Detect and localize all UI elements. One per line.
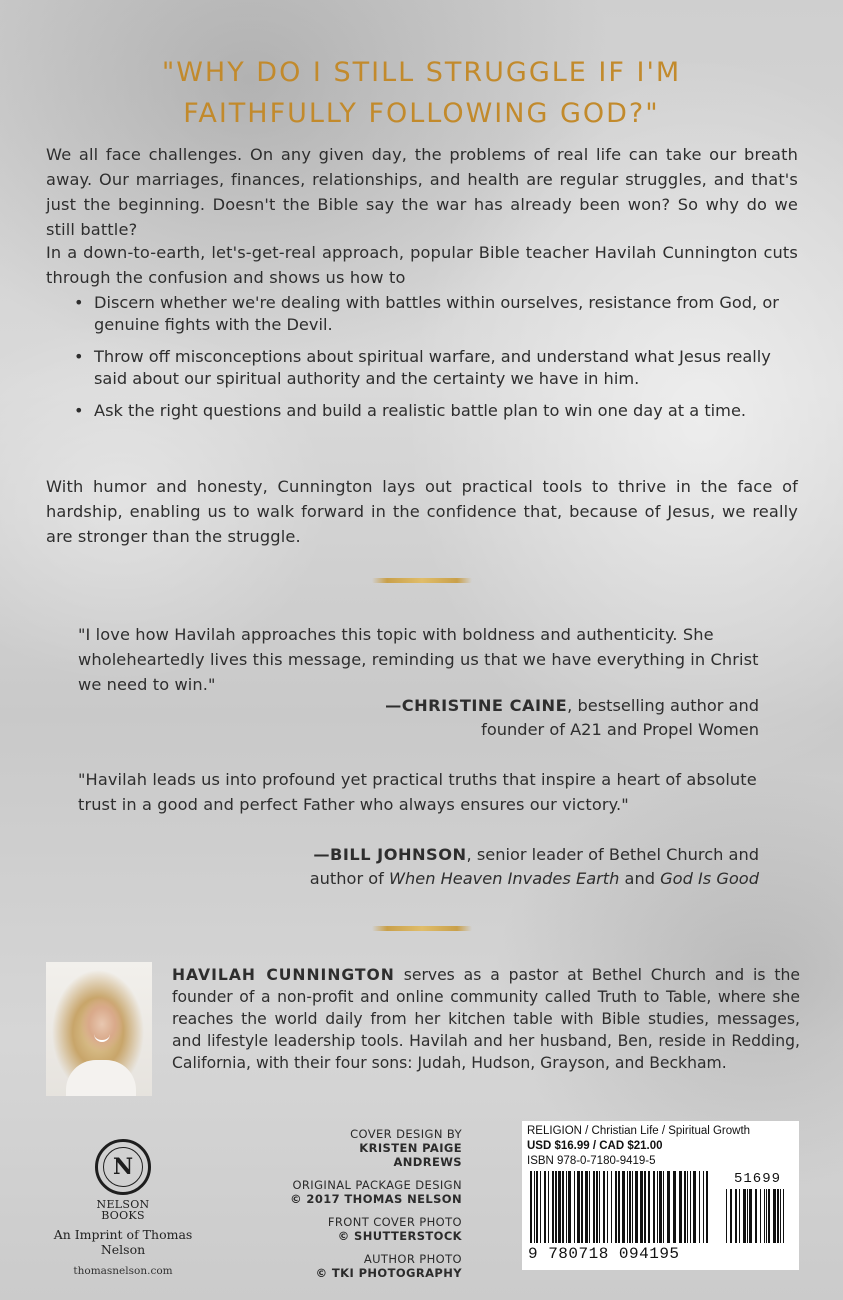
credit-value: © TKI PHOTOGRAPHY <box>315 1266 462 1280</box>
barcode-bar <box>749 1189 752 1243</box>
price-label: USD $16.99 / CAD $21.00 <box>527 1140 663 1152</box>
barcode-bar <box>684 1171 686 1243</box>
barcode-bar <box>773 1189 776 1243</box>
credit-item <box>290 1178 462 1206</box>
bullet-text: Throw off misconceptions about spiritual warfare, and understand what Jesus really said about our spiritual authority and the certainty we have in him. <box>94 347 771 388</box>
headline <box>0 52 843 134</box>
barcode-bar <box>735 1189 737 1243</box>
gold-divider <box>372 926 472 931</box>
barcode-bar <box>760 1189 761 1243</box>
attribution-line <box>310 867 759 891</box>
barcode-bar <box>648 1171 650 1243</box>
barcode-bar <box>581 1171 583 1243</box>
description-paragraph-3: With humor and honesty, Cunnington lays out practical tools to thrive in the face of hardship, enabling us to walk forward in the confidence that, because of Jesus, we really are stronger than the struggle. <box>46 477 798 546</box>
endorser-name: —BILL JOHNSON <box>313 845 467 864</box>
barcode-bar <box>730 1189 732 1243</box>
barcode-bar <box>699 1171 700 1243</box>
credit-item <box>290 1252 462 1280</box>
description-paragraph-2: In a down-to-earth, let's-get-real approach, popular Bible teacher Havilah Cunnington cuts through the confusion and shows us how to <box>46 243 798 287</box>
attribution-line <box>385 694 759 718</box>
barcode-bar <box>783 1189 784 1243</box>
endorsement-quote-2: "Havilah leads us into profound yet practical truths that inspire a heart of absolute trust in a good and perfect Father who always ensures our victory." <box>78 770 757 814</box>
barcode-bar <box>577 1171 580 1243</box>
brand-line-2: BOOKS <box>101 1209 145 1222</box>
barcode-supplement: 51699 <box>733 1171 781 1187</box>
author-bio-text: serves as a pastor at Bethel Church and is the founder of a non-profit and online community called Truth to Table, where she reaches the world daily from her kitchen table with Bible studies, messages, and lifestyle leadership tools. Havilah and her husband, Ben, reside in Redding, California, with their four sons: Judah, Hudson, Grayson, and Beckham. <box>172 966 800 1072</box>
barcode-bar <box>673 1171 676 1243</box>
barcode-bar <box>568 1171 571 1243</box>
barcode-bar <box>653 1171 655 1243</box>
barcode-bar <box>777 1189 779 1243</box>
barcode-bar <box>629 1171 631 1243</box>
barcode-bar <box>764 1189 765 1243</box>
description-paragraph-1: We all face challenges. On any given day, the problems of real life can take our breath away. Our marriages, finances, relationships, and health are regular struggles, and that's just the beginning. Doesn't the Bible say the war has already been won? So why do we still battle? <box>46 145 798 239</box>
barcode-bar <box>574 1171 575 1243</box>
headline-line-2: FAITHFULLY FOLLOWING GOD?" <box>183 98 660 129</box>
barcode-bar <box>780 1189 781 1243</box>
barcode-bar <box>706 1171 708 1243</box>
barcode-bar <box>562 1171 564 1243</box>
barcode-bar <box>640 1171 643 1243</box>
endorsement-quote-1: "I love how Havilah approaches this topic with boldness and authenticity. She wholeheartedly lives this message, reminding us that we have everything in Christ we need to win." <box>78 625 759 694</box>
barcode-bar <box>544 1171 546 1243</box>
bullet-item <box>74 346 794 390</box>
attribution-text: and <box>619 869 661 888</box>
author-photo-shirt <box>66 1060 136 1096</box>
barcode-bar <box>657 1171 658 1243</box>
barcode-bar <box>585 1171 588 1243</box>
barcode-bar <box>747 1189 748 1243</box>
endorser-title: , bestselling author and <box>567 696 759 715</box>
barcode-bar <box>766 1189 767 1243</box>
endorsement-attribution-1 <box>385 694 759 742</box>
endorser-name: —CHRISTINE CAINE <box>385 696 568 715</box>
bullet-item <box>74 292 794 336</box>
barcode-bar <box>552 1171 554 1243</box>
barcode-bar <box>693 1171 696 1243</box>
bullet-text: Discern whether we're dealing with battles within ourselves, resistance from God, or genuine fights with the Devil. <box>94 293 779 334</box>
barcode-bar <box>690 1171 691 1243</box>
gold-divider <box>372 578 472 583</box>
credit-label: COVER DESIGN BY <box>350 1127 462 1141</box>
barcode-bar <box>739 1189 740 1243</box>
barcode-bar <box>548 1171 549 1243</box>
barcode-bar <box>530 1171 532 1243</box>
barcode-bar <box>755 1189 757 1243</box>
bullet-dot-icon: • <box>74 347 84 366</box>
barcode-bar <box>627 1171 628 1243</box>
barcode-bar <box>687 1171 688 1243</box>
credits <box>290 1127 462 1289</box>
barcode-bar <box>534 1171 535 1243</box>
publisher-imprint: An Imprint of Thomas Nelson <box>53 1227 193 1257</box>
endorser-title: , senior leader of Bethel Church and <box>466 845 759 864</box>
barcode-bar <box>618 1171 620 1243</box>
attribution-line <box>310 843 759 867</box>
author-bio <box>172 964 800 1074</box>
bullet-text: Ask the right questions and build a realistic battle plan to win one day at a time. <box>94 401 747 420</box>
barcode-bar <box>726 1189 727 1243</box>
barcode-bar <box>536 1171 538 1243</box>
barcode-bar <box>611 1171 612 1243</box>
publisher-logo <box>48 1139 198 1277</box>
publisher-website: thomasnelson.com <box>73 1265 173 1277</box>
author-photo <box>46 962 152 1096</box>
barcode-bar <box>667 1171 670 1243</box>
credit-value: © 2017 THOMAS NELSON <box>290 1192 462 1206</box>
attribution-line: founder of A21 and Propel Women <box>481 720 759 739</box>
isbn-label: ISBN 978-0-7180-9419-5 <box>527 1155 656 1167</box>
credit-value: © SHUTTERSTOCK <box>337 1229 462 1243</box>
barcode-bar <box>743 1189 746 1243</box>
nelson-logo-icon <box>95 1139 151 1195</box>
credit-label: ORIGINAL PACKAGE DESIGN <box>292 1178 462 1192</box>
barcode-bar <box>679 1171 682 1243</box>
barcode-bar <box>768 1189 770 1243</box>
credit-label: AUTHOR PHOTO <box>363 1252 462 1266</box>
bullet-dot-icon: • <box>74 293 84 312</box>
logo-letter: N <box>103 1147 143 1187</box>
headline-line-1: "WHY DO I STILL STRUGGLE IF I'M <box>161 57 682 88</box>
publisher-brand <box>48 1199 198 1221</box>
barcode-bar <box>635 1171 638 1243</box>
barcode-bar <box>558 1171 561 1243</box>
barcode-bar <box>555 1171 557 1243</box>
barcode-bar <box>659 1171 662 1243</box>
credit-value: KRISTEN PAIGE ANDREWS <box>359 1141 462 1169</box>
barcode-bar <box>615 1171 617 1243</box>
barcode-bar <box>703 1171 704 1243</box>
bisac-category: RELIGION / Christian Life / Spiritual Growth <box>527 1125 751 1137</box>
credit-label: FRONT COVER PHOTO <box>327 1215 462 1229</box>
barcode-bar <box>540 1171 541 1243</box>
barcode-bar <box>622 1171 625 1243</box>
brand-line-1: NELSON <box>96 1198 150 1211</box>
barcode-box <box>522 1121 799 1270</box>
barcode-bar <box>566 1171 567 1243</box>
bullet-list <box>74 292 794 432</box>
barcode-number: 9 780718 094195 <box>528 1245 680 1263</box>
barcode-bar <box>607 1171 608 1243</box>
bullet-item <box>74 400 794 422</box>
attribution-text: author of <box>309 869 389 888</box>
barcode-bar <box>596 1171 598 1243</box>
author-photo-smile <box>94 1034 110 1042</box>
barcode-bar <box>663 1171 664 1243</box>
credit-item <box>290 1127 462 1169</box>
barcode-bar <box>603 1171 605 1243</box>
barcode-bar <box>593 1171 595 1243</box>
barcode-bar <box>599 1171 600 1243</box>
barcode-bar <box>644 1171 646 1243</box>
barcode-bar <box>632 1171 633 1243</box>
credit-item <box>290 1215 462 1243</box>
endorsement-attribution-2 <box>310 843 759 891</box>
bullet-dot-icon: • <box>74 401 84 420</box>
book-title-2: God Is Good <box>660 869 759 888</box>
barcode-bar <box>589 1171 590 1243</box>
author-name: HAVILAH CUNNINGTON <box>172 966 395 984</box>
book-title-1: When Heaven Invades Earth <box>389 869 620 888</box>
